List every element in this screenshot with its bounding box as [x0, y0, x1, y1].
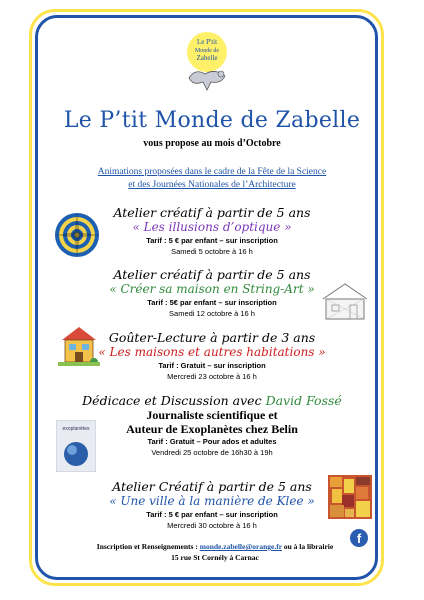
event-title: Dédicace et Discussion avec	[82, 393, 262, 408]
shop-logo	[181, 30, 233, 96]
book-cover-title: exoplanètes	[62, 426, 90, 432]
event-tarif: Tarif : 5 € par enfant – sur inscription	[146, 236, 278, 245]
event-title: Atelier créatif à partir de 5 ans	[113, 267, 311, 282]
event-subtitle: « Les illusions d’optique »	[132, 220, 292, 234]
contact-line	[50, 541, 380, 552]
optical-illusion-image	[54, 212, 100, 258]
klee-painting-image	[328, 475, 372, 519]
logo-text-mid: Monde de	[194, 48, 220, 54]
event-tarif: Tarif : Gratuit – sur inscription	[158, 361, 266, 370]
animations-line-2: et des Journées Nationales de l’Architecture	[128, 180, 296, 190]
event-date: Mercredi 30 octobre à 16 h	[167, 521, 257, 530]
event-tarif: Tarif : Gratuit – Pour ados et adultes	[147, 437, 277, 446]
toy-house-image	[58, 324, 100, 368]
event-date: Vendredi 25 octobre de 16h30 à 19h	[151, 448, 273, 457]
event-subtitle: « Une ville à la manière de Klee »	[109, 494, 315, 508]
book-cover-image	[56, 420, 96, 472]
event-tarif: Tarif : 5€ par enfant – sur inscription	[147, 298, 277, 307]
event-role-2: Auteur de Exoplanètes chez Belin	[126, 422, 298, 436]
facebook-icon[interactable]: f	[350, 529, 368, 547]
animations-notice	[0, 166, 424, 192]
string-art-house-image	[320, 281, 370, 321]
event-date: Mercredi 23 octobre à 16 h	[167, 372, 257, 381]
event-subtitle: « Créer sa maison en String-Art »	[109, 282, 315, 296]
contact-address: 15 rue St Cornély à Carnac	[171, 553, 259, 562]
event-subtitle: « Les maisons et autres habitations »	[98, 345, 326, 359]
event-signing-line	[0, 393, 424, 408]
contact-email-link[interactable]: monde.zabelle@orange.fr	[199, 542, 282, 551]
event-title: Atelier Créatif à partir de 5 ans	[112, 479, 312, 494]
contact-suffix: ou à la librairie	[281, 542, 334, 551]
page-title: Le P’tit Monde de Zabelle	[63, 108, 361, 133]
logo-text-top: Le P'tit	[196, 38, 218, 46]
event-date: Samedi 12 octobre à 16 h	[169, 309, 255, 318]
logo-text-bottom: Zabelle	[196, 54, 218, 62]
contact-prefix: Inscription et Renseignements :	[96, 542, 200, 551]
event-title: Atelier créatif à partir de 5 ans	[113, 205, 311, 220]
page-subtitle: vous propose au mois d’Octobre	[143, 138, 281, 149]
event-tarif: Tarif : 5 € par enfant – sur inscription	[146, 510, 278, 519]
event-author: David Fossé	[265, 393, 342, 408]
event-role-1: Journaliste scientifique et	[146, 408, 278, 422]
contact-footer	[50, 541, 380, 563]
animations-line-1: Animations proposées dans le cadre de la Fête de la Science	[97, 167, 327, 177]
event-date: Samedi 5 octobre à 16 h	[171, 247, 253, 256]
event-title: Goûter-Lecture à partir de 3 ans	[108, 330, 316, 345]
